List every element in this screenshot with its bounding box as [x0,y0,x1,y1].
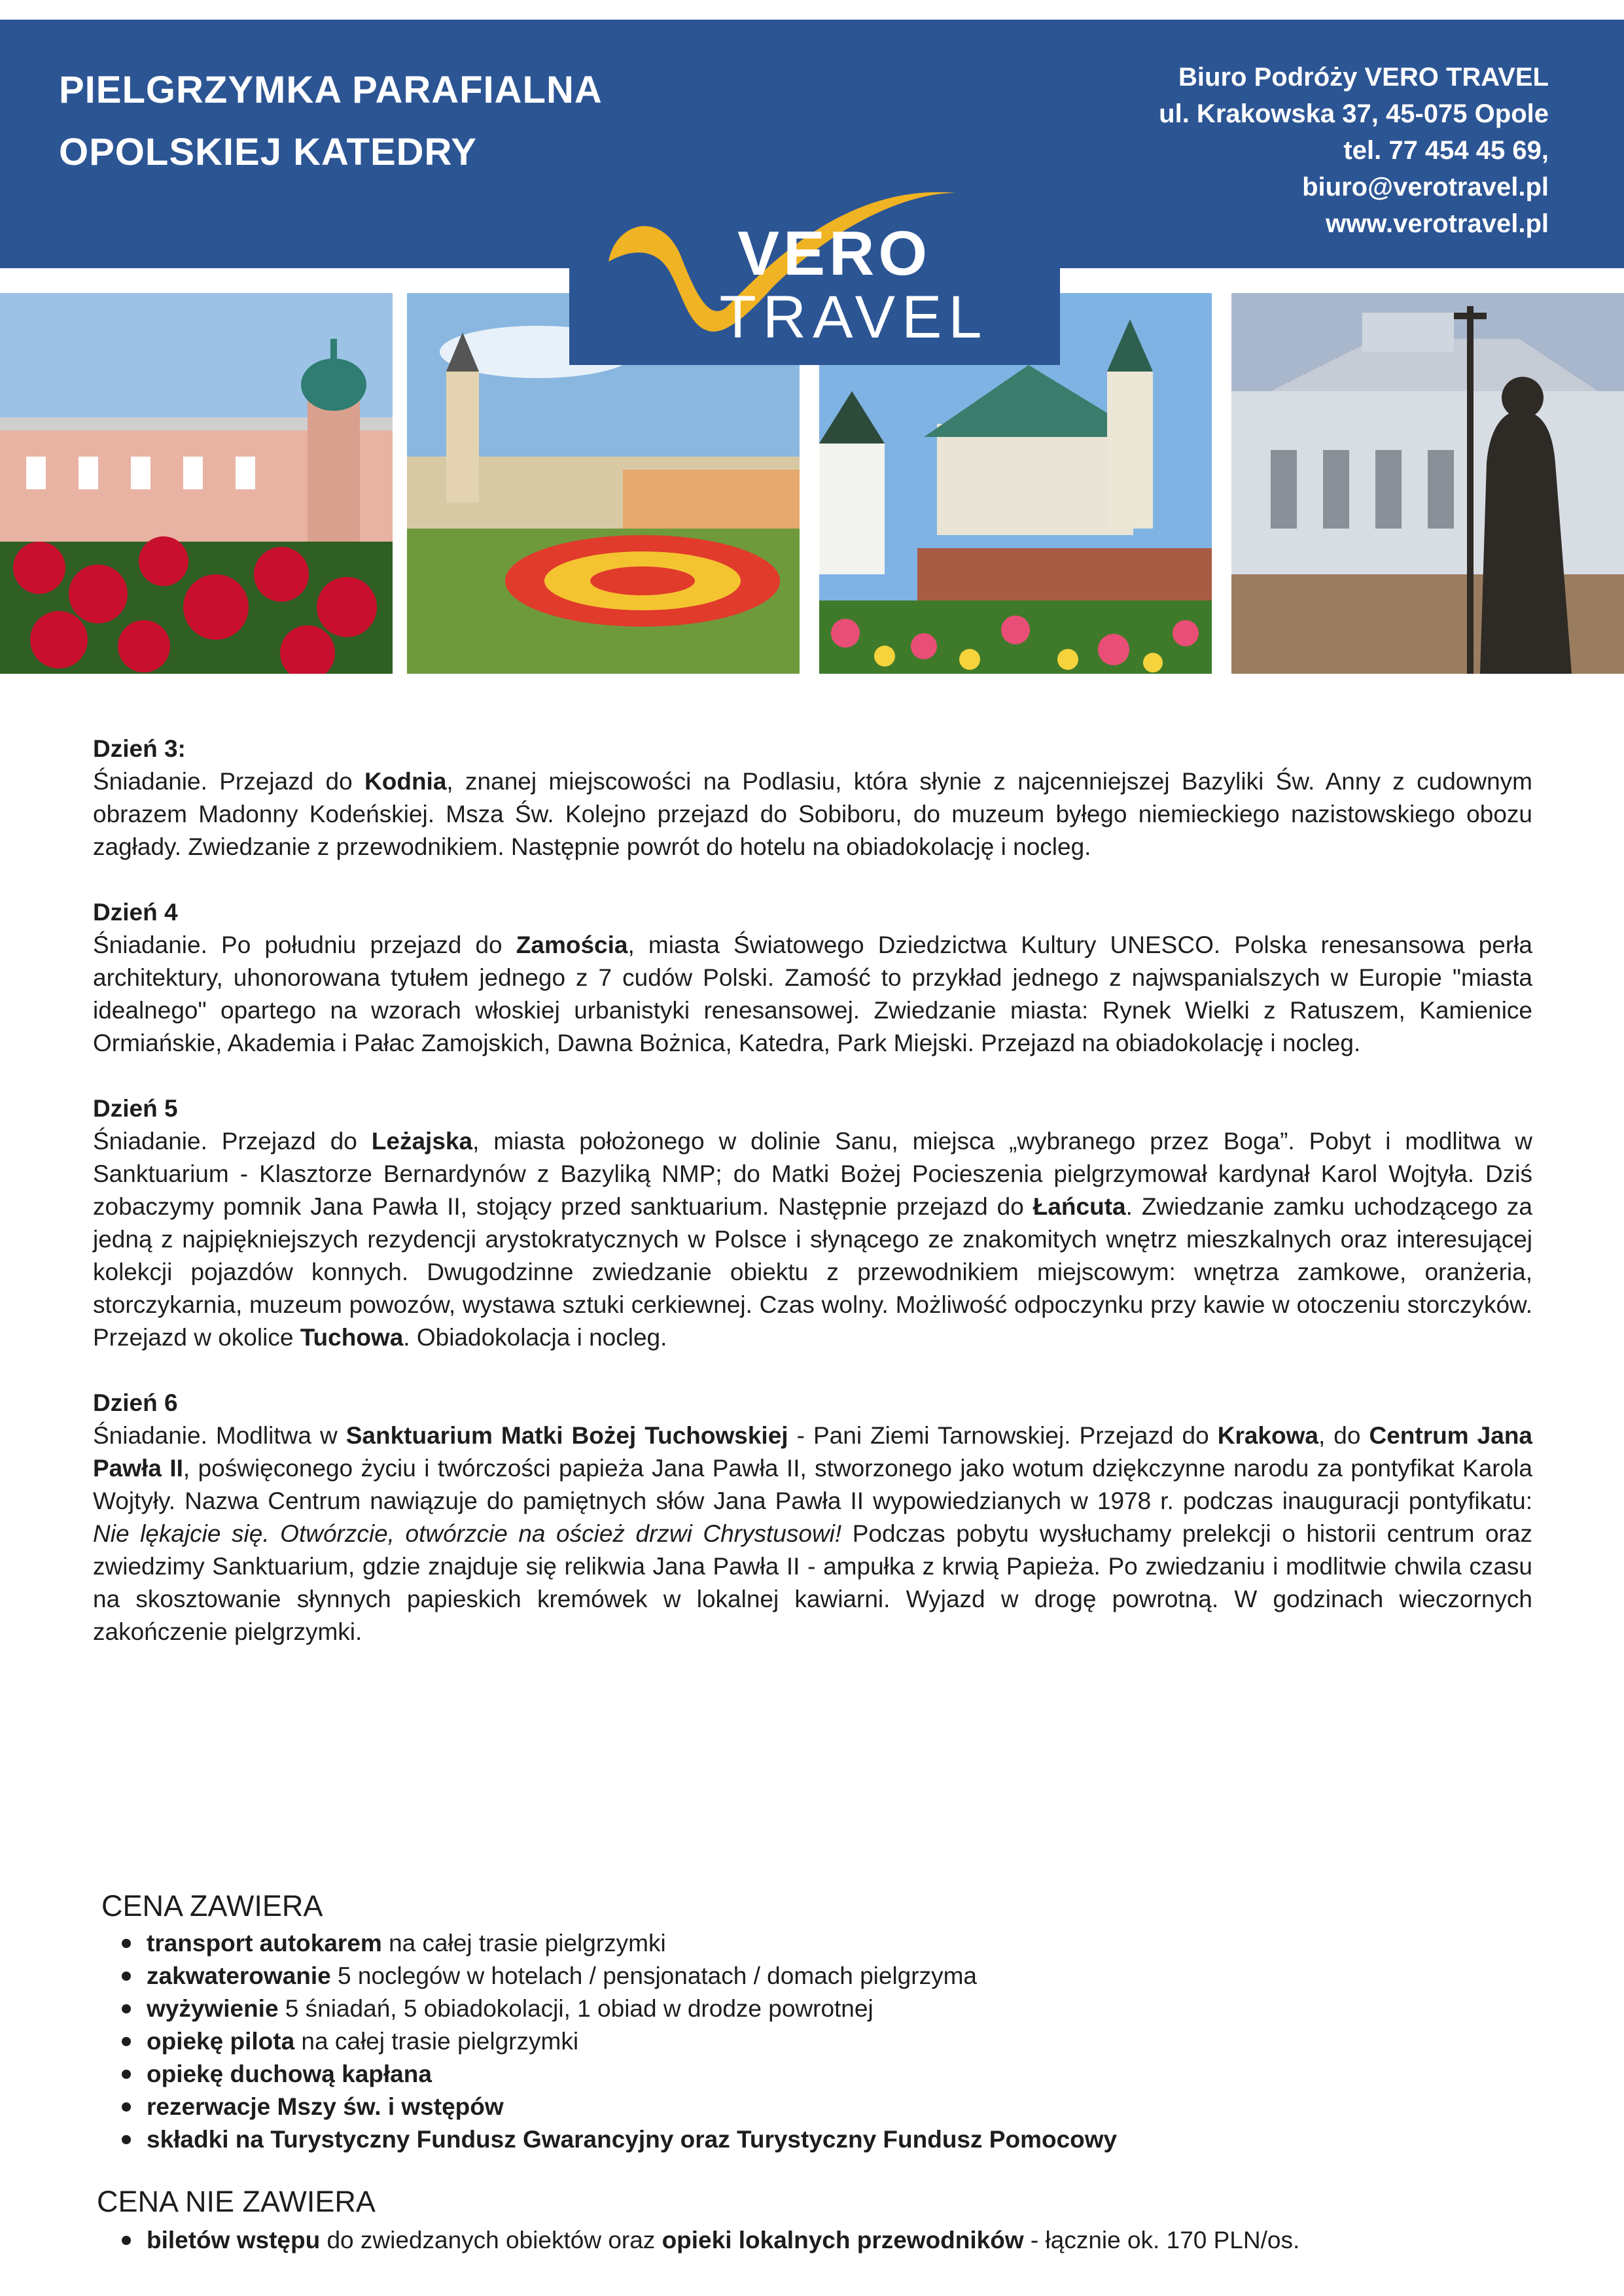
list-item: opiekę duchową kapłana [105,2058,1117,2091]
list-item: składki na Turystyczny Fundusz Gwarancyjny oraz Turystyczny Fundusz Pomocowy [105,2123,1117,2156]
price-excludes-list [105,2224,1299,2257]
itinerary-day [93,1092,1532,1354]
day-title: Dzień 3: [93,735,186,762]
list-item: transport autokarem na całej trasie pielgrzymki [105,1927,1117,1960]
list-item: wyżywienie 5 śniadań, 5 obiadokolacji, 1 obiad w drodze powrotnej [105,1992,1117,2025]
list-item: zakwaterowanie 5 noclegów w hotelach / pensjonatach / domach pielgrzyma [105,1960,1117,1992]
logo-text-vero: VERO [737,218,932,288]
contact-block [1159,59,1549,242]
palace-roses-photo [0,293,393,674]
list-item: biletów wstępu do zwiedzanych obiektów oraz opieki lokalnych przewodników - łącznie ok. 170 PLN/os. [105,2224,1299,2257]
logo-text-travel: TRAVEL [719,284,989,351]
company-website[interactable]: www.verotravel.pl [1326,209,1549,238]
list-item: rezerwacje Mszy św. i wstępów [105,2091,1117,2123]
title-line-2: OPOLSKIEJ KATEDRY [59,131,477,173]
day-text: Śniadanie. Po południu przejazd do Zamościa, miasta Światowego Dziedzictwa Kultury UNESCO. Polska renesansowa perła architektury, uhonorowana tytułem jednego z 7 cudów Polski. Zamość to przykład jednego z najwspanialszych w Europie "miasta idealnego" opartego na wzorach włoskiej urbanistyki renesansowej. Zwiedzanie miasta: Rynek Wielki z Ratuszem, Kamienice Ormiańskie, Akademia i Pałac Zamojskich, Dawna Bożnica, Katedra, Park Miejski. Przejazd na obiadokolację i nocleg. [93,931,1533,1056]
list-item: opiekę pilota na całej trasie pielgrzymki [105,2025,1117,2058]
day-title: Dzień 5 [93,1095,178,1122]
itinerary [93,733,1532,1681]
day-text: Śniadanie. Przejazd do Leżajska, miasta położonego w dolinie Sanu, miejsca „wybranego przez Boga”. Pobyt i modlitwa w Sanktuarium - Klasztorze Bernardynów z Bazyliką NMP; do Matki Bożej Pocieszenia pielgrzymował kardynał Karol Wojtyła. Dziś zobaczymy pomnik Jana Pawła II, stojący przed sanktuarium. Następnie przejazd do Łańcuta. Zwiedzanie zamku uchodzącego za jedną z najpiękniejszych rezydencji arystokratycznych w Polsce i słynącego ze znakomitych wnętrz mieszkalnych oraz interesującej kolekcji pojazdów konnych. Dwugodzinne zwiedzanie obiektu z przewodnikiem miejscowym: wnętrza zamkowe, oranżeria, storczykarnia, muzeum powozów, wystawa sztuki cerkiewnej. Czas wolny. Możliwość odpoczynku przy kawie w otoczeniu storczyków. Przejazd w okolice Tuchowa. Obiadokolacja i nocleg. [93,1128,1532,1351]
sanctuary-statue-photo [1231,293,1624,674]
vero-travel-logo [569,157,1060,365]
company-address: ul. Krakowska 37, 45-075 Opole [1159,99,1549,128]
price-includes-list [105,1927,1117,2156]
day-title: Dzień 4 [93,899,178,926]
itinerary-day [93,733,1532,863]
company-email[interactable]: biuro@verotravel.pl [1302,173,1549,201]
day-text: Śniadanie. Przejazd do Kodnia, znanej miejscowości na Podlasiu, która słynie z najcenniejszej Bazyliki Św. Anny z cudownym obrazem Madonny Kodeńskiej. Msza Św. Kolejno przejazd do Sobiboru, do muzeum byłego niemieckiego nazistowskiego obozu zagłady. Zwiedzanie z przewodnikiem. Następnie powrót do hotelu na obiadokolację i nocleg. [93,768,1532,860]
price-excludes-title: CENA NIE ZAWIERA [97,2185,376,2218]
company-name: Biuro Podróży VERO TRAVEL [1178,63,1549,92]
itinerary-day [93,1387,1532,1648]
page-title [59,59,603,183]
day-text: Śniadanie. Modlitwa w Sanktuarium Matki Bożej Tuchowskiej - Pani Ziemi Tarnowskiej. Przejazd do Krakowa, do Centrum Jana Pawła II, poświęconego życiu i twórczości papieża Jana Pawła II, stworzonego jako wotum dziękczynne narodu za pontyfikat Karola Wojtyły. Nazwa Centrum nawiązuje do pamiętnych słów Jana Pawła II wypowiedzianych w 1978 r. podczas inauguracji pontyfikatu: Nie lękajcie się. Otwórzcie, otwórzcie na oścież drzwi Chrystusowi! Podczas pobytu wysłuchamy prelekcji o historii centrum oraz zwiedzimy Sanktuarium, gdzie znajduje się relikwia Jana Pawła II - ampułka z krwią Papieża. Po zwiedzaniu i modlitwie chwila czasu na skosztowanie słynnych papieskich kremówek w lokalnej kawiarni. Wyjazd w drogę powrotną. W godzinach wieczornych zakończenie pielgrzymki. [93,1422,1533,1645]
day-title: Dzień 6 [93,1389,178,1416]
company-phone: tel. 77 454 45 69, [1343,136,1549,165]
title-line-1: PIELGRZYMKA PARAFIALNA [59,69,603,111]
itinerary-day [93,896,1532,1060]
price-includes-title: CENA ZAWIERA [101,1889,323,1922]
